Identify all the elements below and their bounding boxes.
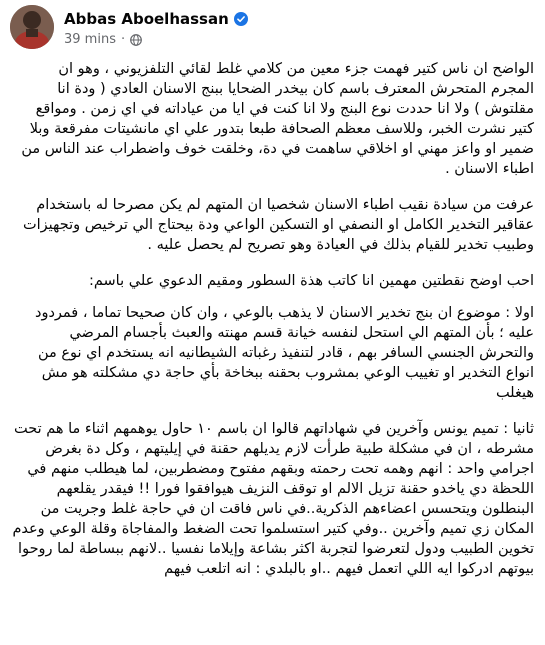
- avatar[interactable]: [10, 5, 54, 49]
- post-timestamp[interactable]: 39 mins: [64, 32, 116, 47]
- author-line: [64, 9, 248, 29]
- profile-photo: [10, 5, 54, 49]
- post-header: [10, 5, 535, 53]
- verified-badge-icon: [234, 12, 248, 26]
- meta-separator: ·: [120, 32, 126, 47]
- post-paragraph: ثانيا : تميم يونس وآخرين في شهاداتهم قالوا ان باسم ١٠ حاول يوهمهم اثناء ما هم تحت مشرطه ، ان في مشكلة طبية طرأت لازم يديلهم حقنة في إيليتهم ، وكل دة بغرض اجرامي واحد : انهم وهمه تحت رحمته وبقهم مفتوح ومضطربين، لما هيطلب منهم في اللحظة دي ياخدو حقنة تزيل الالم او توقف النزيف هيوافقوا فورا !! فيقدر يقلعهم البنطلون ويتحسس اعضاءهم الذكرية..في ناس فاقت ان في حاجة غلط وجريت من المكان زي تميم وآخرين ..وفي كتير استسلموا تحت الضغط والمفاجاة وقلة الوعي وعدم تخوين الطبيب ودول لتعرضوا لتجربة اكثر بشاعة وإيلاما نفسيا ..لانهم ببساطة لما روحوا بيوتهم ادركوا ايه اللي اتعمل فيهم ..او بالبلدي : انه اتلعب فيهم: [12, 421, 534, 577]
- post-paragraph: احب اوضح نقطتين مهمين انا كاتب هذة السطور ومقيم الدعوي علي باسم:: [89, 273, 534, 289]
- post-paragraph: عرفت من سيادة نقيب اطباء الاسنان شخصيا ان المتهم لم يكن مصرحا له باستخدام عقاقير التخدير الكامل او النصفي او التسكين الواعي ودة بيحتاج الي ترخيص وتجهيزات وطبيب تخدير للقيام بذلك في العيادة وهو تصريح لم يحصل عليه .: [22, 197, 534, 253]
- post-meta: [64, 32, 142, 47]
- author-name[interactable]: Abbas Aboelhassan: [64, 10, 229, 28]
- post-body: [12, 59, 534, 645]
- post-paragraph: الواضح ان ناس كتير فهمت جزء معين من كلامي غلط لقائي التلفزيوني ، وهو ان المجرم المتحرش المعترف باسم كان بيخدر الضحايا ببنج الاسنان العادي ( ودة انا مقلتوش ) ولا انا حددت نوع البنج ولا انا كنت في ايا من عياداته في اي زمن . ومواقع كتير نشرت الخبر، وللاسف معظم الصحافة طبعا بتدور علي اي مانشيتات مفرقعة وبلا ضمير او واعز مهني او اخلاقي ساهمت في دة، وخلقت خوف واضطراب عند الناس من اطباء الاسنان .: [21, 61, 534, 177]
- post-paragraph: اولا : موضوع ان بنج تخدير الاسنان لا يذهب بالوعي ، وان كان صحيحا تماما ، فمردود عليه ؛ بأن المتهم الي استحل لنفسه خيانة قسم مهنته والعبث بأجسام المرضي والتحرش الجنسي السافر بهم ، قادر لتنفيذ رغباته الشيطانيه انه يستخدم اي نوع من انواع التخدير او تغييب الوعي بمشروب بحقنه ببخاخة بأي حاجة دي مشكلته هو مش هيغلب: [34, 305, 534, 401]
- globe-icon[interactable]: [130, 34, 142, 46]
